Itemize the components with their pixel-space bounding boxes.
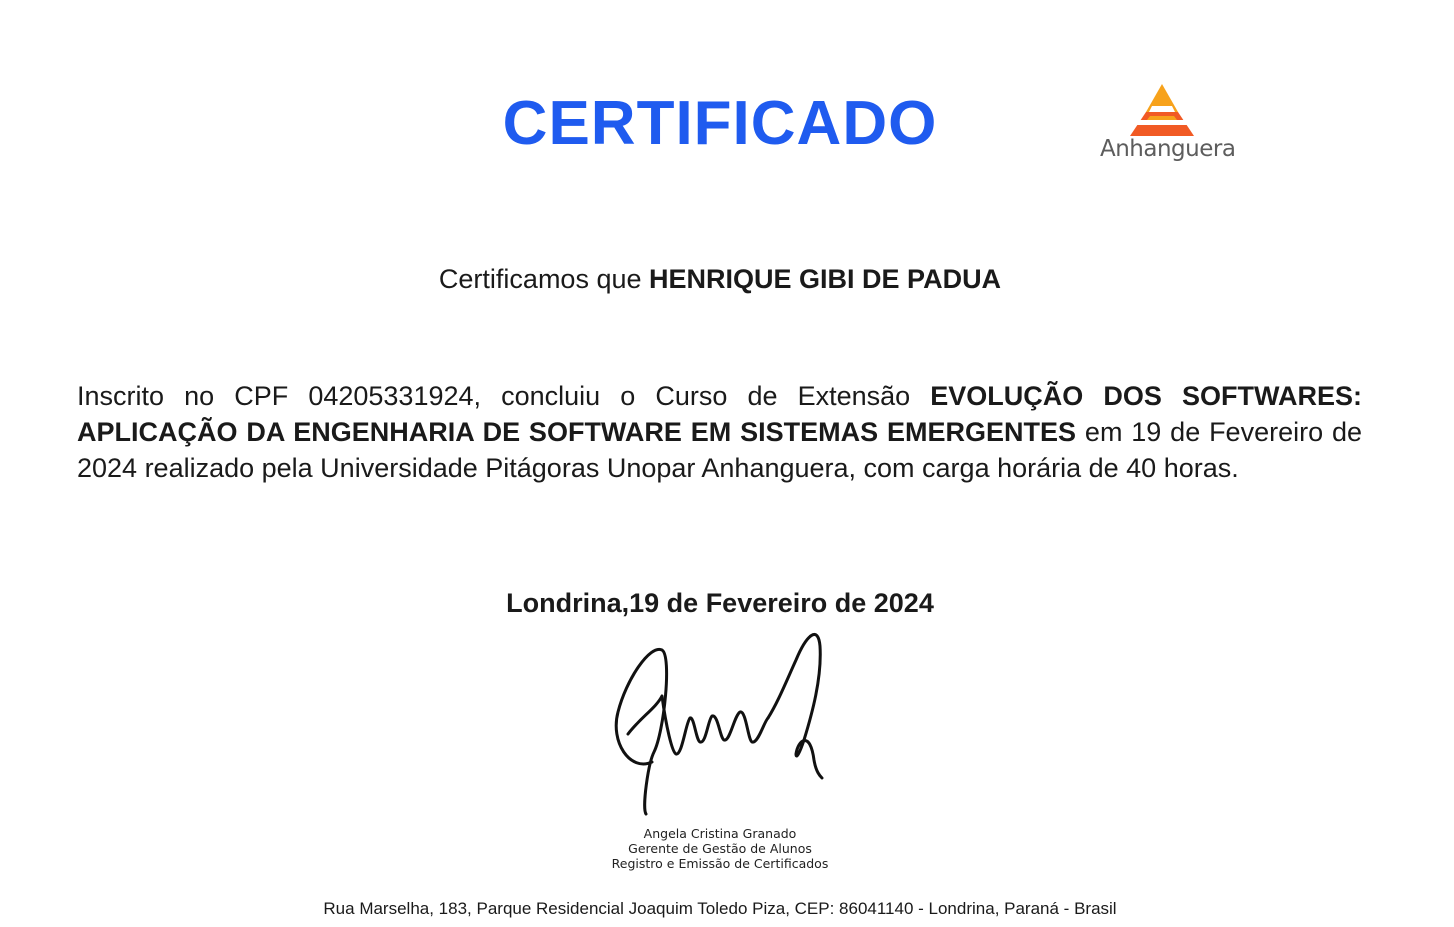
recipient-name: HENRIQUE GIBI DE PADUA — [649, 264, 1002, 294]
signer-block — [0, 826, 1440, 871]
place-date: Londrina,19 de Fevereiro de 2024 — [506, 588, 934, 618]
signature-icon — [600, 622, 840, 822]
body-details: em 19 de Fevereiro de 2024 realizado pela Universidade Pitágoras Unopar Anhanguera, com carga horária de 40 horas. — [77, 417, 1362, 483]
anhanguera-logo — [1094, 82, 1234, 174]
logo-wordmark: Anhanguera — [1100, 136, 1236, 162]
signer-role: Gerente de Gestão de Alunos — [628, 841, 812, 856]
anhanguera-logo-icon — [1112, 82, 1212, 138]
certificate-body — [77, 378, 1362, 486]
body-intro: Inscrito no CPF 04205331924, concluiu o Curso de Extensão — [77, 381, 911, 411]
signature — [600, 622, 840, 822]
signer-name: Angela Cristina Granado — [643, 826, 797, 841]
signer-department: Registro e Emissão de Certificados — [611, 856, 829, 871]
certify-prefix: Certificamos que — [438, 264, 642, 294]
certificate-title: CERTIFICADO — [502, 89, 938, 158]
course-name: EVOLUÇÃO DOS SOFTWARES: APLICAÇÃO DA ENGENHARIA DE SOFTWARE EM SISTEMAS EMERGENTES — [77, 381, 1362, 447]
footer-address: Rua Marselha, 183, Parque Residencial Joaquim Toledo Piza, CEP: 86041140 - Londrina, Paraná - Brasil — [323, 899, 1117, 918]
certify-line — [0, 264, 1440, 295]
